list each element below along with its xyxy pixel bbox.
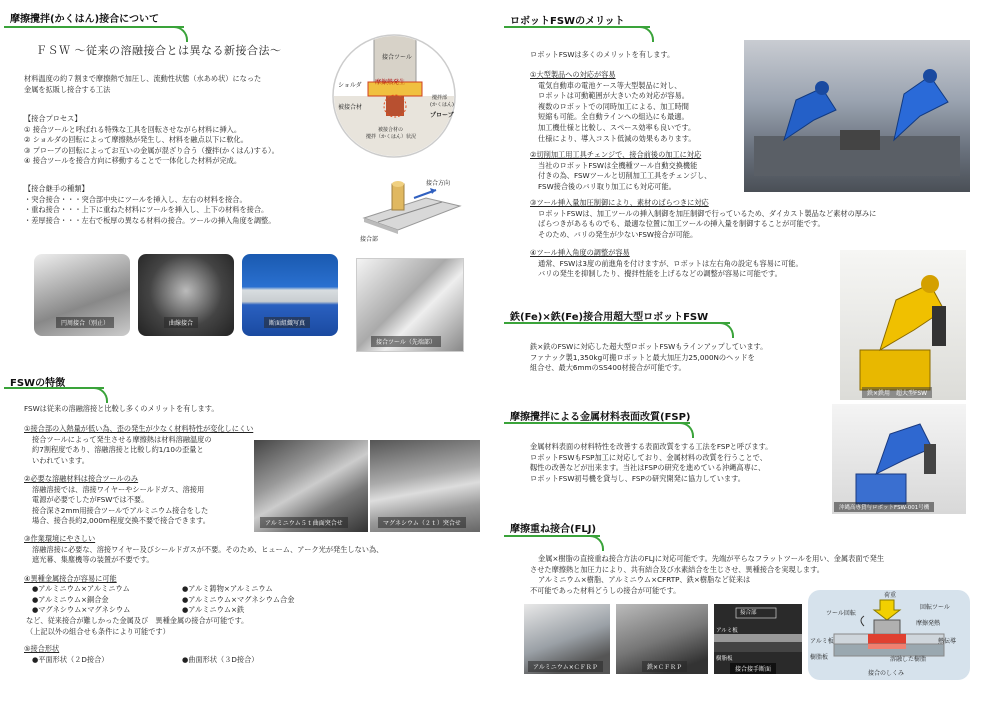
photo-okinawa-robot: 沖縄高専貸与ロボットFSW-001号機 — [832, 404, 966, 514]
intro-text: 材料温度の約７割まで摩擦熱で加圧し、流動性状態（水あめ状）になった 金属を拡販し接合する工法 — [24, 74, 262, 94]
merit-1: ①大型製品への対応が容易 電気自動車の電池ケース等大型製品に対し、 ロボットは可動範囲が大きいため対応が容易。 複数のロボットでの同時加工による、加工時間 短縮も可能。全自動ラインへの組込にも最適。 加工機仕様と比較し、スペース効率も良いです。 仕様により、導入コスト低減の効果もあります。 — [530, 70, 696, 143]
section-title-fsp: 摩擦攪拌による金属材料表面改質(FSP) — [510, 412, 691, 423]
photo-al-cfrp: アルミニウム×ＣＦＲＰ — [524, 604, 610, 674]
flj-body: 金属×樹脂の直接重ね接合方法のFLJに対応可能です。先端が平らなフラットツールを用い、金属表面で発生 させた摩擦熱と加圧力により、共有結合及び水素結合を生じさせ、異種接合を実現します。 アルミニウム×樹脂、アルミニウム×CFRTP、鉄×樹脂など従来は 不可能であった材料どうしの接合が可能です。 — [530, 554, 885, 595]
section-underline-curve — [718, 322, 734, 338]
photo-aluminum-curved-butt: アルミニウム５ｔ曲面突合せ — [254, 440, 368, 532]
diagram-label-stir2: (かくはん) — [430, 102, 454, 108]
photo-joining-tool: 接合ツール（先端部） — [356, 258, 464, 352]
diagram-label-heat: 摩擦熱発生 — [375, 79, 406, 86]
section-underline — [504, 535, 600, 537]
diagram-label-material: 被接合材 — [338, 104, 363, 111]
diagram-flj-caption: 接合のしくみ — [868, 670, 905, 677]
feature-5-shape-2d: ●平面形状（２D接合） — [32, 655, 109, 664]
section-title-fsw-features: FSWの特徴 — [10, 378, 66, 389]
feature-3: ③作業環境にやさしい 溶融溶接に必要な、溶接ワイヤー及びシールドガスが不要。そのため、ヒューム、アーク光が発生しない為、 遮光幕、集塵機等の装置が不要です。 — [24, 534, 384, 565]
photo-yellow-large-robot: 鉄×鉄用 超大型FSW — [840, 250, 966, 400]
section-underline — [504, 26, 650, 28]
section-underline-curve — [678, 422, 694, 438]
label-section-al: アルミ板 — [716, 628, 738, 634]
photo-cross-section: 断面組織写真 — [242, 254, 338, 336]
diagram-label-state1: 被接合材の — [378, 127, 404, 133]
merit-3: ③ツール挿入量加圧制御により、素材のばらつきに対応 ロボットFSWは、加工ツールの挿入制御を加圧制御で行っているため、ダイカスト製品など素材の厚みに ばらつきがあるものでも、最適な位置に加工ツールの挿入量を制御することが可能です。 そのため、バリの発生が少ないFSW接合が可能。 — [530, 198, 877, 239]
diagram-flj-load: 荷重 — [884, 592, 897, 599]
section-title-fe-fe-robot: 鉄(Fe)×鉄(Fe)接合用超大型ロボットFSW — [510, 312, 709, 323]
section-title-fsw-about: 摩擦攪拌(かくはん)接合について — [10, 14, 159, 25]
label-joint-part: 接合部 — [360, 236, 379, 243]
diagram-flj-heat: 摩擦発熱 — [916, 620, 941, 627]
feature-5: ⑤接合形状 — [24, 644, 60, 653]
label-joint-direction: 接合方向 — [426, 180, 451, 187]
diagram-label-tool: 接合ツール — [382, 54, 412, 61]
photo-joint-cross-section: 接合部 アルミ板 樹脂板 接合接手断面 — [714, 604, 802, 674]
section-underline — [504, 422, 690, 424]
feature-5-shape-3d: ●曲面形状（３D接合） — [182, 655, 259, 664]
diagram-flj-melt: 溶融した樹脂 — [890, 656, 927, 663]
diagram-flj-conduct: 熱伝導 — [938, 638, 957, 645]
photo-fe-cfrp: 鉄×ＣＦＲＰ — [616, 604, 708, 674]
feature-4-note: など、従来接合が難しかった金属及び 異種金属の接合が可能です。 （上記以外の組合せも条件により可能です） — [26, 616, 249, 636]
photo-blue-robot-cell — [744, 40, 970, 192]
merit-2: ②切削加工用工具チェンジで、接合前後の加工に対応 当社のロボットFSWは全機種ツール自動交換機能 付きの為、FSWツールと切削加工工具をチェンジし、 FSW接合後のバリ取り加工にも対応可能。 — [530, 150, 712, 191]
fe-fe-body: 鉄×鉄のFSWに対応した超大型ロボットFSWもラインアップしています。 ファナック製1,350kg可搬ロボットと最大加圧力25,000Nのヘッドを 組合せ、最大6mmのSS400材接合が可能です。 — [530, 342, 768, 373]
diagram-label-shoulder: ショルダ — [338, 82, 362, 89]
section-underline-curve — [92, 387, 108, 403]
merit-4: ④ツール挿入角度の調整が容易 通常、FSWは3度の前進角を付けますが、ロボットは左右角の設定も容易に可能。 バリの発生を抑制したり、攪拌性能を上げるなどの調整が容易に可能です。 — [530, 248, 803, 279]
joint-direction-illustration — [356, 176, 466, 242]
section-title-flj: 摩擦重ね接合(FLJ) — [510, 524, 597, 535]
section-underline — [4, 387, 104, 389]
feature-4-list-left: ●アルミニウム×アルミニウム ●アルミニウム×銅合金 ●マグネシウム×マグネシウム — [32, 584, 131, 615]
section-underline — [504, 322, 730, 324]
fsp-body: 金属材料表面の材料特性を改善する表面改質をする工法をFSPと呼びます。 ロボットFSWもFSP加工に対応しており、金属材料の改質を行うことで、 靱性の改善などが出来ます。当社はFSPの研究を進めている沖縄高専に、 ロボットFSW初号機を貸与し、FSPの研究開発に協力しています。 — [530, 442, 773, 483]
section-underline-curve — [172, 26, 188, 42]
section-underline-curve — [638, 26, 654, 42]
flj-mechanism-diagram — [808, 590, 970, 680]
photo-curve-joint: 曲線接合 — [138, 254, 234, 336]
joint-types-list: 【接合継手の種類】 ・突合接合・・・突合部中央にツールを挿入し、左右の材料を接合。 ・重ね接合・・・上下に重ねた材料にツールを挿入し、上下の材料を接合。 ・差厚接合・・・左右で板厚の異なる材料の接合。ツールの挿入角度を調整。 — [24, 184, 276, 225]
diagram-label-probe: プローブ — [430, 112, 454, 119]
diagram-flj-tool: 回転ツール — [920, 604, 950, 611]
feature-1: ①接合部の入熱量が低い為、歪の発生が少なく材料特性が変化しにくい 接合ツールによって発生させる摩擦熱は材料溶融温度の 約7割程度であり、溶融溶接と比較し約1/10の歪量と いわれています。 — [24, 424, 254, 465]
section-title-robot-merits: ロボットFSWのメリット — [510, 16, 625, 27]
subtitle: ＦＳＷ ～従来の溶融接合とは異なる新接合法～ — [36, 44, 282, 57]
diagram-label-state2: 攪拌（かくはん）状況 — [366, 134, 417, 140]
label-section-resin: 樹脂板 — [716, 656, 733, 662]
section-underline-curve — [588, 535, 604, 551]
robot-merits-intro: ロボットFSWは多くのメリットを有します。 — [530, 50, 675, 59]
diagram-flj-al: アルミ板 — [810, 638, 834, 645]
features-intro: FSWは従来の溶融溶接と比較し多くのメリットを有します。 — [24, 404, 219, 413]
diagram-flj-resin: 樹脂板 — [810, 654, 829, 661]
photo-magnesium-butt: マグネシウム（２ｔ）突合せ — [370, 440, 480, 532]
diagram-flj-rotate: ツール回転 — [826, 610, 856, 617]
feature-2: ②必要な溶融材料は接合ツールのみ 溶融溶接では、溶接ワイヤーやシールドガス、溶接用 電源が必要でしたがFSWでは不要。 接合深さ2mm用接合ツールでアルミニウム接合をした 場合、接合長約2,000m程度交換不要で接合できます。 — [24, 474, 210, 526]
section-underline — [4, 26, 184, 28]
feature-4-list-right: ●アルミ鋳物×アルミニウム ●アルミニウム×マグネシウム合金 ●アルミニウム×鉄 — [182, 584, 295, 615]
fsw-process-diagram — [330, 32, 458, 160]
label-section-joint: 接合部 — [740, 610, 757, 616]
photo-circumferential-joint: 円周接合（別止） — [34, 254, 130, 336]
process-list: 【接合プロセス】 ① 接合ツールと呼ばれる特殊な工具を回転させながら材料に挿入。 ② ショルダの回転によって摩擦熱が発生し、材料を融点以下に軟化。 ③ プローブの回転によってお互いの金属が混ざり合う（攪拌(かくはん)する）。 ④ 接合ツールを接合方向に移動することで一体化した材料が完成。 — [24, 114, 279, 166]
diagram-label-stir: 攪拌部 — [432, 95, 448, 101]
feature-4: ④異種金属接合が容易に可能 — [24, 574, 117, 583]
